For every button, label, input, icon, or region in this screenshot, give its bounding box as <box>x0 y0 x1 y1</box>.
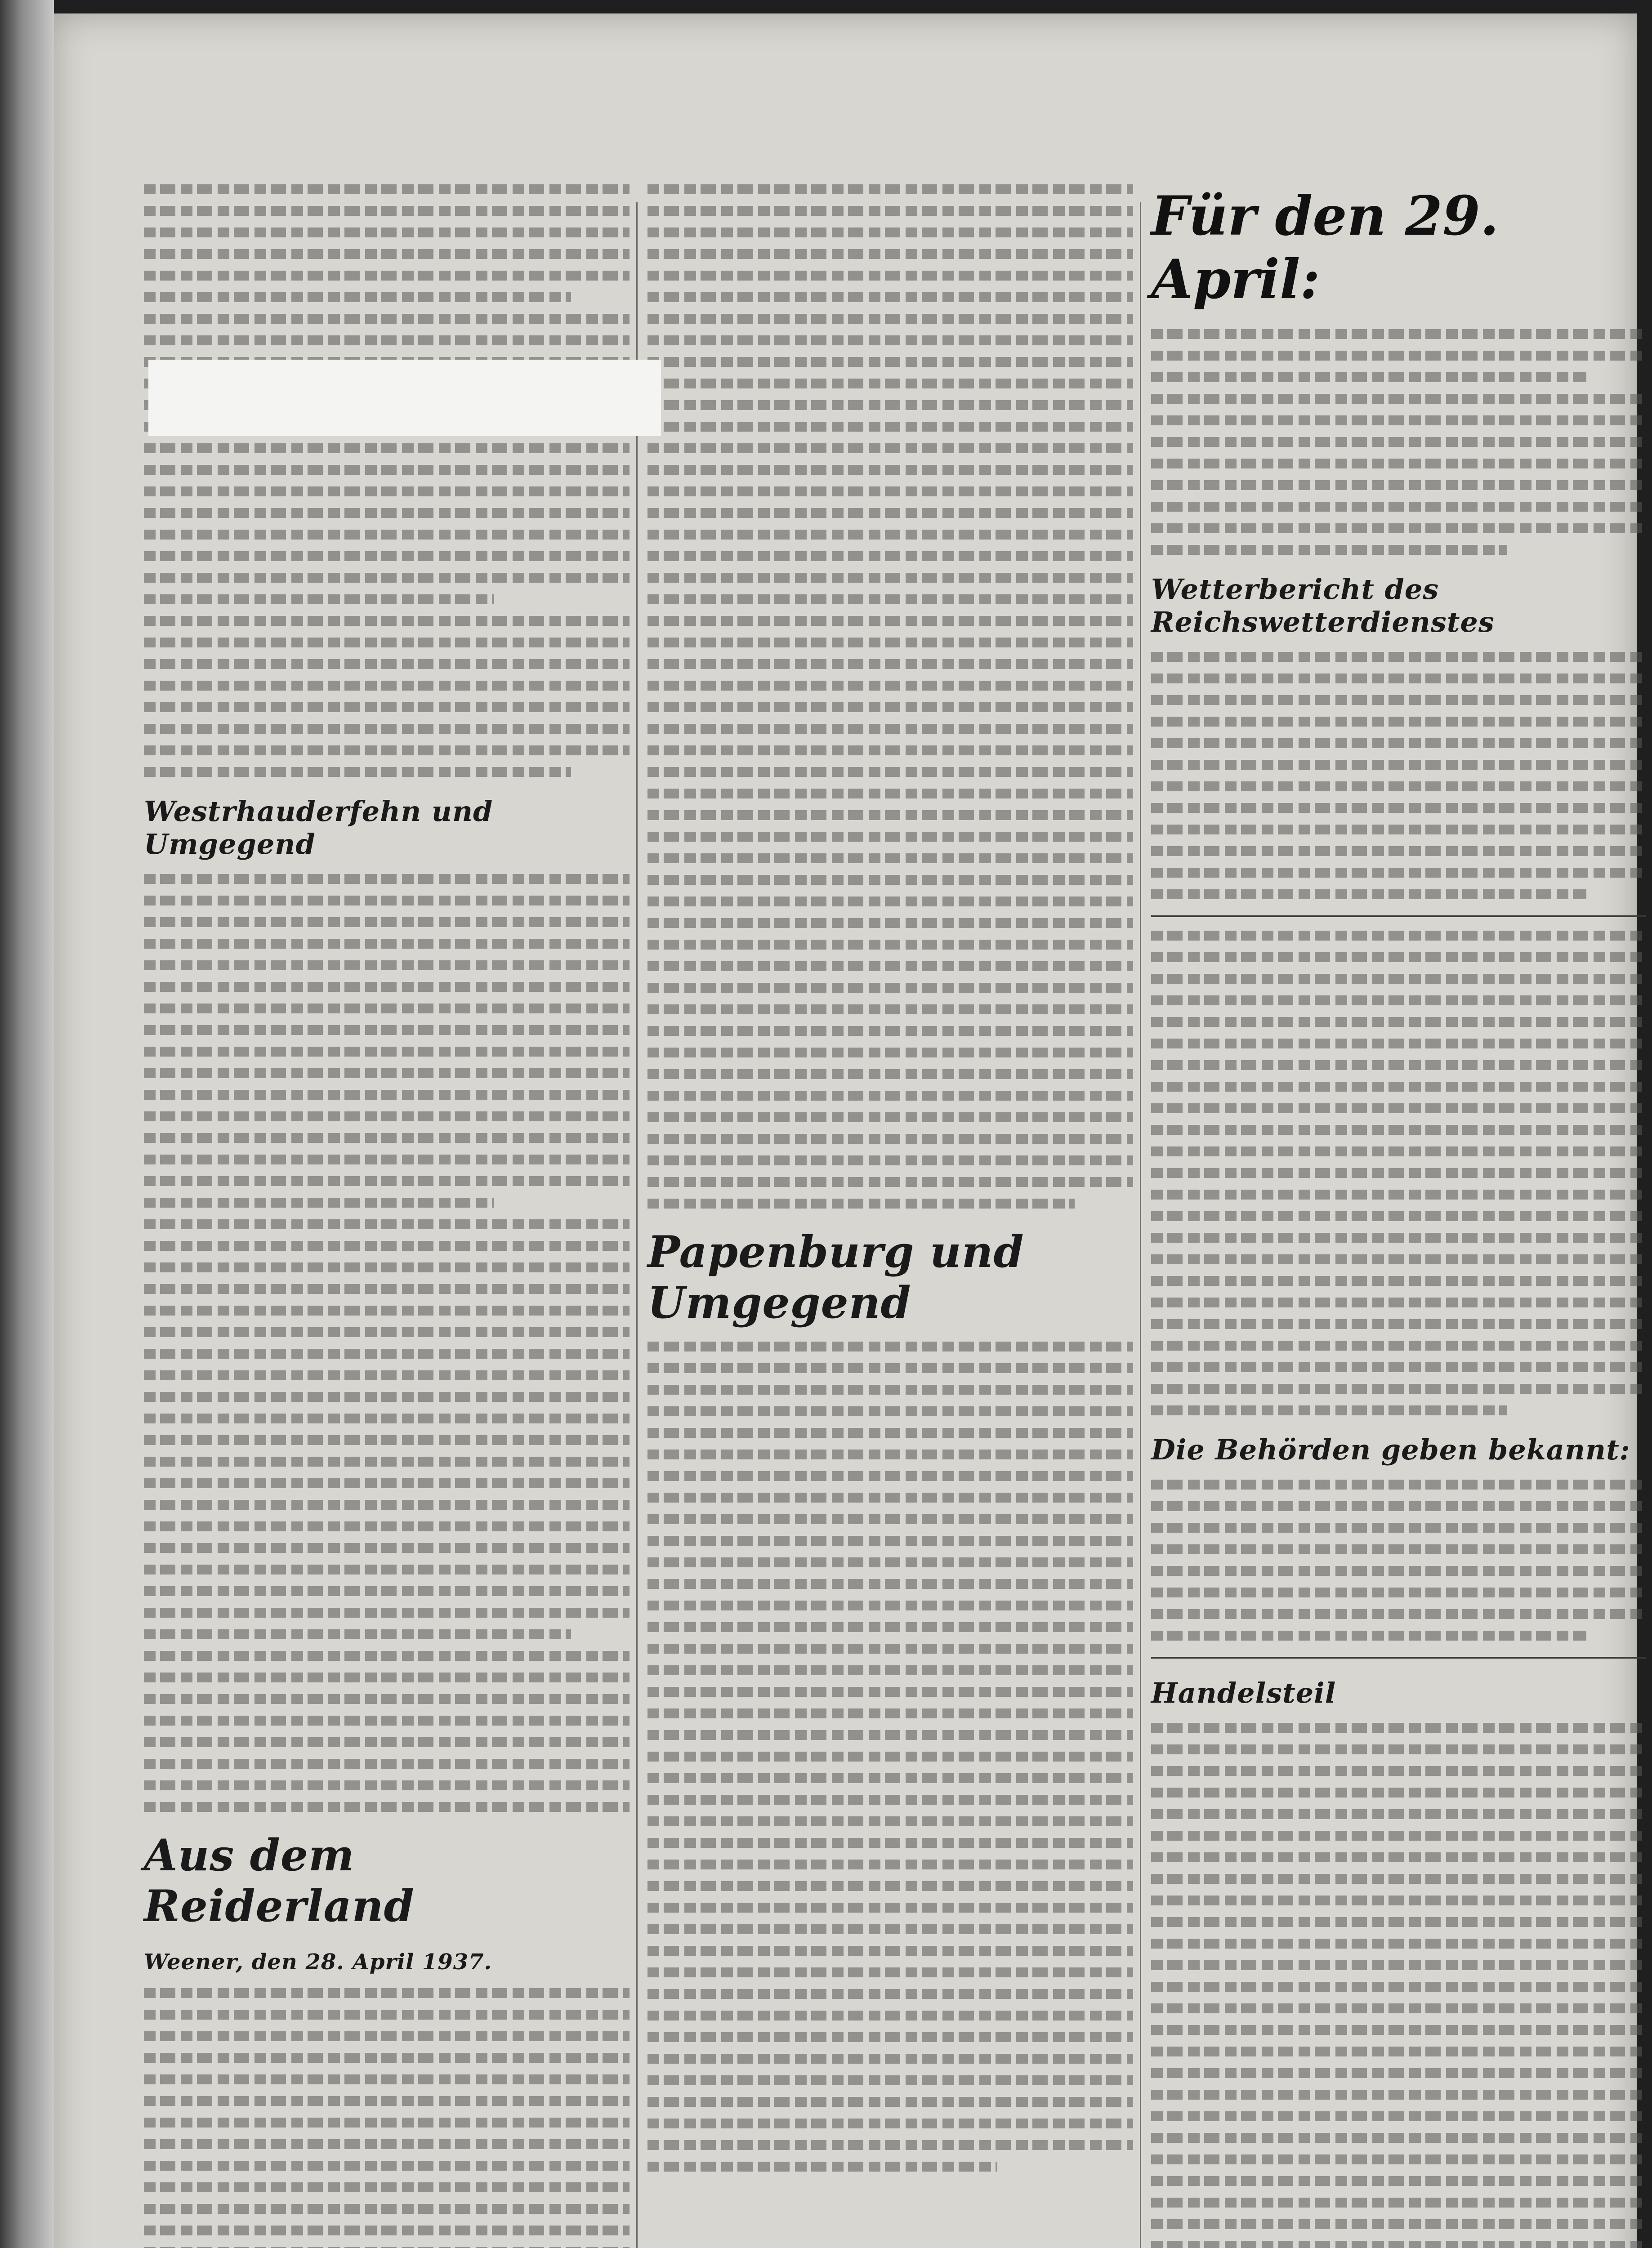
text-line <box>1151 931 1646 941</box>
text-line <box>647 335 1133 345</box>
text-line <box>1151 545 1507 555</box>
text-line <box>647 443 1133 453</box>
text-line <box>647 594 1133 604</box>
text-line <box>647 379 1133 388</box>
text-line <box>1151 868 1646 878</box>
text-line <box>647 832 1133 842</box>
text-line <box>144 271 630 281</box>
text-line <box>144 2204 630 2214</box>
article-block <box>647 184 1133 1209</box>
text-line <box>647 1946 1133 1956</box>
text-line <box>144 227 630 237</box>
text-line <box>144 2139 630 2149</box>
text-line <box>647 1773 1133 1783</box>
text-line <box>1151 2241 1646 2248</box>
column-rule <box>636 202 638 2248</box>
text-line <box>144 1780 630 1790</box>
text-line <box>647 292 1133 302</box>
text-line <box>144 1198 494 1208</box>
text-line <box>647 875 1133 885</box>
text-line <box>647 1342 1133 1351</box>
article-block <box>647 1342 1133 2172</box>
text-line <box>1151 652 1646 662</box>
column-2 <box>647 184 1133 2188</box>
text-line <box>1151 1609 1646 1619</box>
text-line <box>647 357 1133 367</box>
text-line <box>144 1176 630 1186</box>
article-block <box>1151 1480 1646 1641</box>
text-line <box>647 1514 1133 1524</box>
text-line <box>144 681 630 691</box>
text-line <box>1151 502 1646 512</box>
text-line <box>144 745 630 755</box>
text-line <box>144 1349 630 1359</box>
text-line <box>144 1133 630 1143</box>
text-line <box>647 551 1133 561</box>
text-line <box>1151 1480 1646 1490</box>
text-line <box>647 1752 1133 1762</box>
divider <box>1151 915 1646 917</box>
text-line <box>647 465 1133 475</box>
text-line <box>144 443 630 453</box>
text-line <box>647 940 1133 950</box>
text-line <box>1151 1744 1646 1754</box>
text-line <box>144 1478 630 1488</box>
text-line <box>1151 1874 1646 1884</box>
text-line <box>1151 1341 1646 1351</box>
text-line <box>1151 415 1646 425</box>
text-line <box>1151 974 1646 984</box>
text-line <box>647 1795 1133 1805</box>
text-line <box>1151 803 1646 813</box>
text-line <box>647 1493 1133 1503</box>
text-line <box>1151 1788 1646 1798</box>
text-line <box>144 1988 630 1998</box>
text-line <box>647 1557 1133 1567</box>
text-line <box>1151 2198 1646 2208</box>
text-line <box>1151 2025 1646 2035</box>
text-line <box>1151 825 1646 834</box>
text-line <box>1151 1501 1646 1511</box>
text-line <box>647 1601 1133 1610</box>
text-line <box>647 400 1133 410</box>
text-line <box>647 1199 1075 1209</box>
text-line <box>1151 1039 1646 1048</box>
text-line <box>1151 1809 1646 1819</box>
article-block <box>144 1988 630 2248</box>
text-line <box>1151 1276 1646 1286</box>
text-line <box>144 982 630 992</box>
text-line <box>1151 1852 1646 1862</box>
text-line <box>144 465 630 475</box>
text-line <box>1151 846 1646 856</box>
text-line <box>647 810 1133 820</box>
text-line <box>144 530 630 540</box>
text-line <box>647 227 1133 237</box>
text-line <box>144 1694 630 1704</box>
text-line <box>647 1134 1133 1144</box>
text-line <box>1151 372 1586 382</box>
text-line <box>1151 717 1646 727</box>
text-line <box>1151 2090 1646 2100</box>
text-line <box>1151 738 1646 748</box>
text-line <box>1151 1125 1646 1135</box>
text-line <box>647 573 1133 583</box>
text-line <box>1151 1831 1646 1841</box>
text-line <box>647 1644 1133 1654</box>
text-line <box>144 1565 630 1574</box>
text-line <box>144 1608 630 1618</box>
text-line <box>1151 437 1646 447</box>
text-line <box>647 1471 1133 1481</box>
text-line <box>647 206 1133 216</box>
text-line <box>647 659 1133 669</box>
text-line <box>647 508 1133 518</box>
text-line <box>647 1989 1133 1999</box>
text-line <box>647 745 1133 755</box>
text-line <box>1151 1982 1646 1992</box>
text-line <box>647 897 1133 906</box>
text-line <box>1151 995 1646 1005</box>
text-line <box>144 1414 630 1423</box>
text-line <box>647 638 1133 647</box>
text-line <box>144 206 630 216</box>
text-line <box>1151 1082 1646 1092</box>
text-line <box>144 1306 630 1316</box>
text-line <box>1151 1917 1646 1927</box>
text-line <box>144 2053 630 2063</box>
text-line <box>647 1924 1133 1934</box>
text-line <box>647 249 1133 259</box>
text-line <box>647 724 1133 734</box>
divider <box>1151 1657 1646 1659</box>
text-line <box>1151 1060 1646 1070</box>
text-line <box>1151 1523 1646 1533</box>
text-line <box>1151 1566 1646 1576</box>
text-line <box>144 2031 630 2041</box>
text-line <box>144 939 630 949</box>
text-line <box>1151 1544 1646 1554</box>
text-line <box>647 1903 1133 1913</box>
text-line <box>647 1881 1133 1891</box>
text-line <box>647 853 1133 863</box>
text-line <box>647 1622 1133 1632</box>
text-line <box>647 1708 1133 1718</box>
text-line <box>144 1025 630 1035</box>
text-line <box>144 2182 630 2192</box>
section-heading: Aus dem Reiderland <box>144 1830 415 1931</box>
text-line <box>144 1521 630 1531</box>
text-line <box>1151 351 1646 361</box>
text-line <box>144 1090 630 1100</box>
text-line <box>144 638 630 647</box>
text-line <box>1151 459 1646 468</box>
text-line <box>1151 1298 1646 1307</box>
text-line <box>1151 480 1646 490</box>
text-line <box>647 1155 1133 1165</box>
text-line <box>144 960 630 970</box>
book-binding <box>0 0 54 2248</box>
text-line <box>144 594 494 604</box>
text-line <box>1151 952 1646 962</box>
text-line <box>647 983 1133 993</box>
text-line <box>1151 1384 1646 1394</box>
text-line <box>144 335 630 345</box>
text-line <box>144 1629 571 1639</box>
text-line <box>1151 1362 1646 1372</box>
text-line <box>144 2118 630 2128</box>
text-line <box>144 1262 630 1272</box>
text-line <box>144 1737 630 1747</box>
text-line <box>647 1177 1133 1187</box>
text-line <box>144 1435 630 1445</box>
text-line <box>144 1370 630 1380</box>
text-line <box>144 659 630 669</box>
text-line <box>647 681 1133 691</box>
text-line <box>647 2075 1133 2085</box>
text-line <box>144 2096 630 2106</box>
text-line <box>144 1759 630 1769</box>
text-line <box>647 1579 1133 1589</box>
text-line <box>1151 1588 1646 1597</box>
text-line <box>144 184 630 194</box>
section-heading: Westrhauderfehn und Umgegend <box>144 795 493 861</box>
date-heading: Für den 29. April: <box>1151 184 1499 311</box>
text-line <box>144 1327 630 1337</box>
text-line <box>144 702 630 712</box>
text-line <box>1151 1103 1646 1113</box>
text-line <box>647 1967 1133 1977</box>
text-line <box>144 1586 630 1596</box>
almanac-block <box>1151 329 1646 555</box>
text-line <box>144 1500 630 1510</box>
text-line <box>647 1665 1133 1675</box>
text-line <box>647 2054 1133 2064</box>
text-line <box>144 724 630 734</box>
text-line <box>1151 1168 1646 1178</box>
section-heading: Wetterbericht des Reichswetterdienstes <box>1151 573 1495 638</box>
text-line <box>647 1816 1133 1826</box>
text-line <box>1151 1631 1586 1641</box>
redaction-box <box>148 360 661 436</box>
article-block <box>144 184 630 777</box>
text-line <box>144 1392 630 1402</box>
column-1 <box>144 184 630 2248</box>
text-line <box>647 616 1133 626</box>
text-line <box>144 1068 630 1078</box>
text-line <box>647 2140 1133 2150</box>
text-line <box>1151 2176 1646 2186</box>
text-line <box>1151 2068 1646 2078</box>
text-line <box>144 1004 630 1013</box>
text-line <box>1151 760 1646 770</box>
text-line <box>1151 695 1646 705</box>
text-line <box>144 1457 630 1467</box>
text-line <box>144 2161 630 2171</box>
text-line <box>144 508 630 518</box>
text-line <box>647 1091 1133 1101</box>
text-line <box>144 486 630 496</box>
text-line <box>144 616 630 626</box>
text-line <box>647 530 1133 540</box>
text-line <box>647 2097 1133 2107</box>
text-line <box>647 1406 1133 1416</box>
text-line <box>1151 1960 1646 1970</box>
text-line <box>647 184 1133 194</box>
text-line <box>1151 674 1646 683</box>
text-line <box>1151 2003 1646 2013</box>
text-line <box>144 1716 630 1726</box>
text-line <box>144 896 630 905</box>
text-line <box>647 1428 1133 1438</box>
text-line <box>647 918 1133 928</box>
text-line <box>647 1112 1133 1122</box>
text-line <box>647 1004 1133 1014</box>
text-line <box>144 2226 630 2235</box>
text-line <box>1151 2154 1646 2164</box>
text-line <box>144 314 630 324</box>
text-line <box>1151 2111 1646 2121</box>
text-line <box>144 1673 630 1682</box>
text-line <box>144 1284 630 1294</box>
text-line <box>144 573 630 583</box>
text-line <box>144 917 630 927</box>
text-line <box>647 1048 1133 1057</box>
market-table <box>1151 1723 1646 2248</box>
text-line <box>647 1730 1133 1740</box>
text-line <box>1151 1211 1646 1221</box>
text-line <box>144 767 571 777</box>
text-line <box>144 1651 630 1661</box>
text-line <box>1151 889 1586 899</box>
text-line <box>1151 1233 1646 1243</box>
text-line <box>144 1543 630 1553</box>
text-line <box>1151 781 1646 791</box>
text-line <box>647 1363 1133 1373</box>
text-line <box>647 422 1133 432</box>
article-block <box>144 874 630 1812</box>
text-line <box>647 1385 1133 1395</box>
text-line <box>647 1838 1133 1848</box>
text-line <box>647 767 1133 777</box>
text-line <box>1151 394 1646 404</box>
text-line <box>647 789 1133 798</box>
text-line <box>144 1241 630 1251</box>
text-line <box>647 1536 1133 1546</box>
text-line <box>144 1155 630 1164</box>
text-line <box>1151 1766 1646 1776</box>
text-line <box>1151 1017 1646 1027</box>
text-line <box>1151 1146 1646 1156</box>
text-line <box>1151 1254 1646 1264</box>
article-block <box>1151 931 1646 1415</box>
text-line <box>1151 2047 1646 2056</box>
text-line <box>144 2010 630 2020</box>
text-line <box>1151 1190 1646 1200</box>
text-line <box>647 314 1133 324</box>
dateline: Weener, den 28. April 1937. <box>144 1949 492 1975</box>
text-line <box>647 1026 1133 1036</box>
text-line <box>647 2032 1133 2042</box>
text-line <box>144 874 630 884</box>
column-rule <box>1140 202 1141 2248</box>
text-line <box>1151 1319 1646 1329</box>
text-line <box>647 1687 1133 1697</box>
section-heading: Handelsteil <box>1151 1677 1336 1709</box>
text-line <box>1151 1723 1646 1733</box>
text-line <box>647 1069 1133 1079</box>
text-line <box>1151 1896 1646 1905</box>
text-line <box>144 1111 630 1121</box>
text-line <box>647 702 1133 712</box>
text-line <box>144 551 630 561</box>
text-line <box>647 2162 997 2172</box>
text-line <box>144 292 571 302</box>
text-line <box>647 2119 1133 2128</box>
text-line <box>1151 1939 1646 1949</box>
text-line <box>1151 329 1646 339</box>
text-line <box>144 249 630 259</box>
text-line <box>1151 2133 1646 2143</box>
section-heading: Papenburg und Umgegend <box>647 1227 1024 1328</box>
text-line <box>1151 1405 1507 1415</box>
text-line <box>144 1802 630 1812</box>
column-3 <box>1151 184 1646 2248</box>
text-line <box>647 1450 1133 1459</box>
text-line <box>1151 523 1646 533</box>
text-line <box>647 2011 1133 2021</box>
text-line <box>144 2074 630 2084</box>
text-line <box>647 961 1133 971</box>
text-line <box>647 486 1133 496</box>
text-line <box>144 1047 630 1057</box>
article-block <box>1151 652 1646 899</box>
text-line <box>647 271 1133 281</box>
text-line <box>144 1219 630 1229</box>
text-line <box>647 1860 1133 1869</box>
newspaper-page <box>54 13 1637 2248</box>
text-line <box>1151 2219 1646 2229</box>
section-heading: Die Behörden geben bekannt: <box>1151 1433 1630 1466</box>
